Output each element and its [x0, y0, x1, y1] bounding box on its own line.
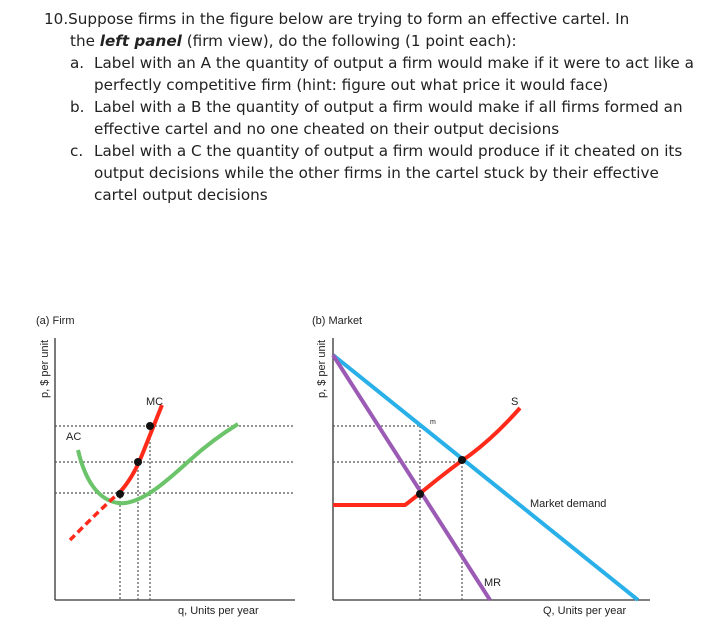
firm-point-mid	[134, 458, 142, 466]
question-item-a: a. Label with an A the quantity of output a firm would make if it were to act like a perfectly competitive firm (hint: figure out what price it would face)	[70, 54, 694, 94]
supply-label: S	[511, 396, 519, 408]
question-number: 10.	[44, 10, 69, 28]
mr-curve	[333, 355, 490, 600]
market-point-equilibrium	[458, 456, 466, 464]
m-label: m	[430, 419, 436, 426]
market-panel	[312, 315, 650, 617]
demand-label: Market demand	[530, 498, 607, 510]
mc-curve	[118, 405, 162, 494]
firm-point-low	[116, 490, 124, 498]
mc-label: MC	[146, 396, 164, 408]
market-x-axis-label: Q, Units per year	[543, 605, 627, 617]
firm-panel-title: (a) Firm	[36, 315, 75, 327]
ac-label: AC	[66, 431, 82, 443]
firm-panel	[36, 315, 295, 617]
market-panel-title: (b) Market	[312, 315, 363, 327]
market-point-mr-supply	[416, 490, 424, 498]
firm-point-high	[146, 422, 154, 430]
question-line1: Suppose firms in the figure below are trying to form an effective cartel. In	[68, 10, 630, 28]
supply-curve	[333, 408, 520, 505]
firm-y-axis-label: p, $ per unit	[39, 339, 51, 398]
left-panel-emphasis: left panel	[99, 32, 182, 50]
firm-x-axis-label: q, Units per year	[178, 605, 259, 617]
mr-label: MR	[484, 577, 502, 589]
question-item-b: b. Label with a B the quantity of output a firm would make if all firms formed an effective cartel and no one cheated on their output decisions	[70, 98, 683, 138]
mc-curve-dashed	[70, 494, 118, 540]
demand-curve	[333, 355, 638, 600]
ac-curve	[78, 424, 238, 503]
question-item-c: c. Label with a C the quantity of output a firm would produce if it cheated on its output decisions while the other firms in the cartel stuck by their effective cartel output decisions	[70, 142, 683, 204]
question-line2: the left panel (firm view), do the following (1 point each):	[70, 32, 517, 50]
market-y-axis-label: p, $ per unit	[316, 339, 328, 398]
